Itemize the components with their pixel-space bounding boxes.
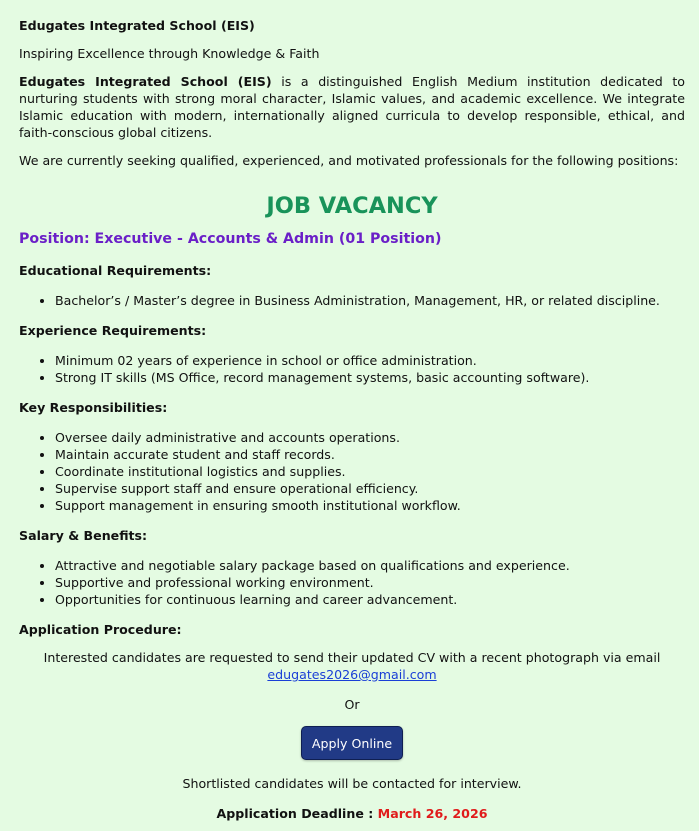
experience-list (19, 352, 685, 386)
school-title: Edugates Integrated School (EIS) (19, 18, 255, 33)
list-item: • Bachelor’s / Master’s degree in Business Administration, Management, HR, or related discipline. (55, 292, 685, 309)
salary-heading: Salary & Benefits: (19, 528, 148, 543)
list-item: • Supervise support staff and ensure operational efficiency. (55, 480, 685, 497)
intro-body: is a distinguished English Medium institution dedicated to nurturing students with strong moral character, Islamic values, and academic excellence. We integrate Islamic education with modern, internationally aligned curricula to develop responsible, ethical, and faith-conscious global citizens. (19, 74, 685, 140)
list-item: • Attractive and negotiable salary package based on qualifications and experience. (55, 557, 685, 574)
list-item: • Maintain accurate student and staff records. (55, 446, 685, 463)
apply-online-button[interactable]: Apply Online (301, 726, 403, 760)
salary-list (19, 557, 685, 608)
responsibilities-list (19, 429, 685, 514)
list-item: • Coordinate institutional logistics and supplies. (55, 463, 685, 480)
list-item: • Strong IT skills (MS Office, record management systems, basic accounting software). (55, 369, 685, 386)
list-item: • Minimum 02 years of experience in school or office administration. (55, 352, 685, 369)
vacancy-title: JOB VACANCY (266, 193, 438, 219)
intro-school-name: Edugates Integrated School (EIS) (19, 74, 272, 89)
instruction-text: Interested candidates are requested to send their updated CV with a recent photograph via email (43, 650, 661, 665)
list-item: • Support management in ensuring smooth institutional workflow. (55, 497, 685, 514)
seeking-paragraph: We are currently seeking qualified, experienced, and motivated professionals for the following positions: (19, 153, 679, 168)
application-deadline (19, 805, 685, 822)
list-item: • Opportunities for continuous learning and career advancement. (55, 591, 685, 608)
application-heading: Application Procedure: (19, 622, 182, 637)
apply-button-wrap (19, 726, 685, 760)
tagline: Inspiring Excellence through Knowledge & Faith (19, 46, 320, 61)
list-item: • Supportive and professional working environment. (55, 574, 685, 591)
position-title: Position: Executive - Accounts & Admin (01 Position) (19, 231, 442, 247)
deadline-label: Application Deadline : (216, 806, 378, 821)
or-separator: Or (344, 697, 360, 712)
education-heading: Educational Requirements: (19, 263, 212, 278)
application-instruction (19, 649, 685, 683)
intro-paragraph (19, 73, 685, 141)
education-list (19, 292, 685, 309)
list-item: • Oversee daily administrative and accounts operations. (55, 429, 685, 446)
deadline-date: March 26, 2026 (377, 806, 488, 821)
email-link[interactable]: edugates2026@gmail.com (267, 667, 437, 682)
experience-heading: Experience Requirements: (19, 323, 207, 338)
shortlisted-note: Shortlisted candidates will be contacted for interview. (182, 776, 522, 791)
responsibilities-heading: Key Responsibilities: (19, 400, 168, 415)
